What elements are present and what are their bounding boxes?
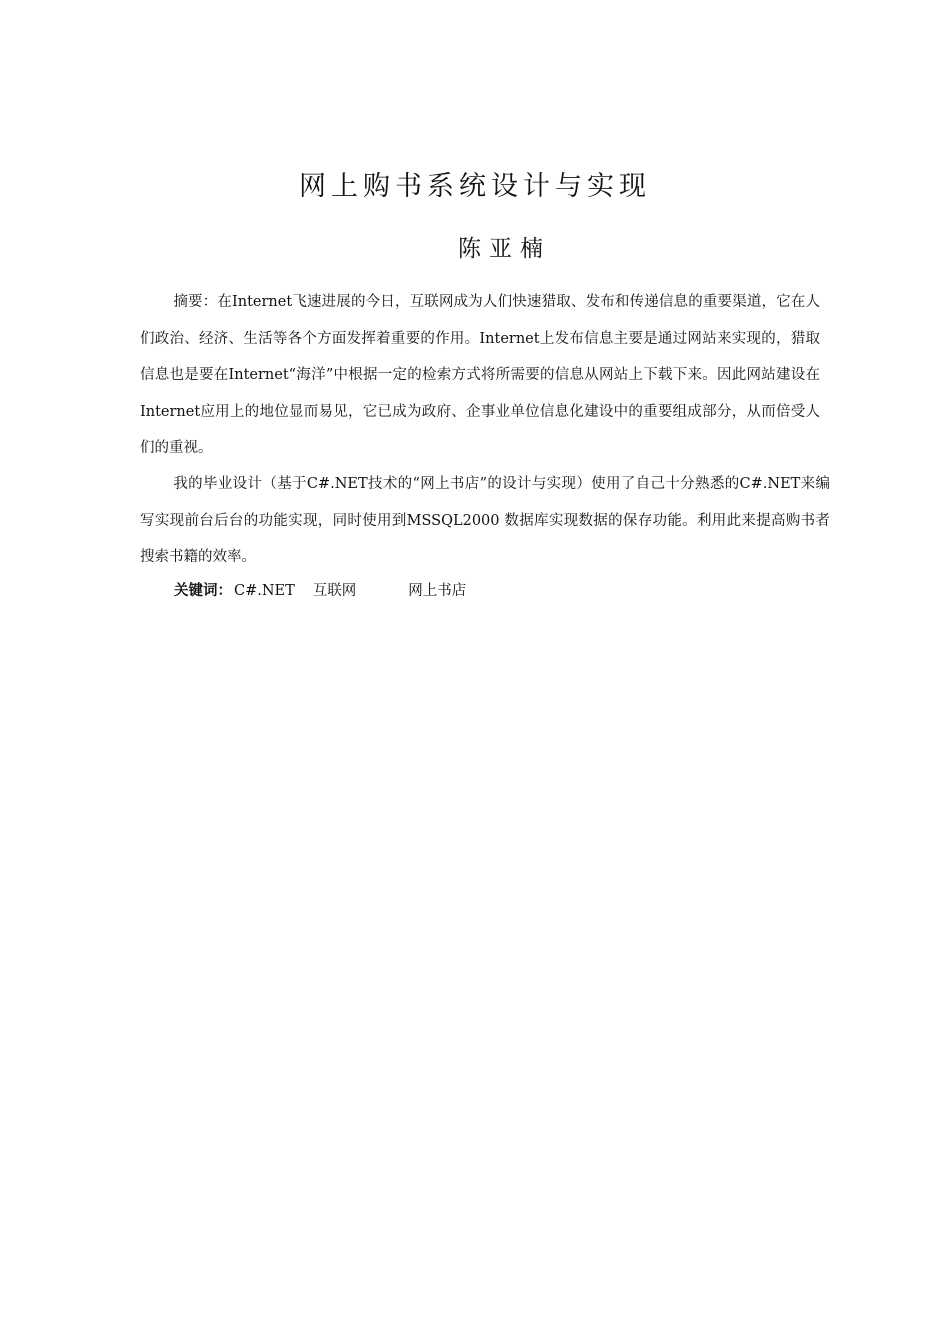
keyword-item: 互联网 xyxy=(312,583,357,599)
abstract-text: 在Internet飞速进展的今日，互联网成为人们快速猎取、发布和传递信息的重要渠道，它在人们政治、经济、生活等各个方面发挥着重要的作用。Internet上发布信息主要是通过网站来实现的，猎取信息也是要在Internet“海洋”中根据一定的检索方式将所需要的信息从网站上下载下来。因此网站建设在Internet应用上的地位显而易见，它已成为政府、企事业单位信息化建设中的重要组成部分，从而倍受人们的重视。 xyxy=(140,294,821,456)
body-paragraph: 我的毕业设计（基于C#.NET技术的“网上书店”的设计与实现）使用了自己十分熟悉的C#.NET来编写实现前台后台的功能实现，同时使用到MSSQL2000 数据库实现数据的保存功能。利用此来提高购书者搜索书籍的效率。 xyxy=(140,476,830,565)
keywords-label: 关键词： xyxy=(174,583,232,599)
abstract-label: 摘要： xyxy=(173,294,218,310)
keyword-item: 网上书店 xyxy=(408,583,467,599)
abstract-paragraph xyxy=(140,284,820,467)
keyword-item: C#.NET xyxy=(234,583,295,599)
paper-title: 网上购书系统设计与实现 xyxy=(299,171,651,202)
author-name: 陈亚楠 xyxy=(458,236,551,262)
keywords-line xyxy=(174,575,466,607)
